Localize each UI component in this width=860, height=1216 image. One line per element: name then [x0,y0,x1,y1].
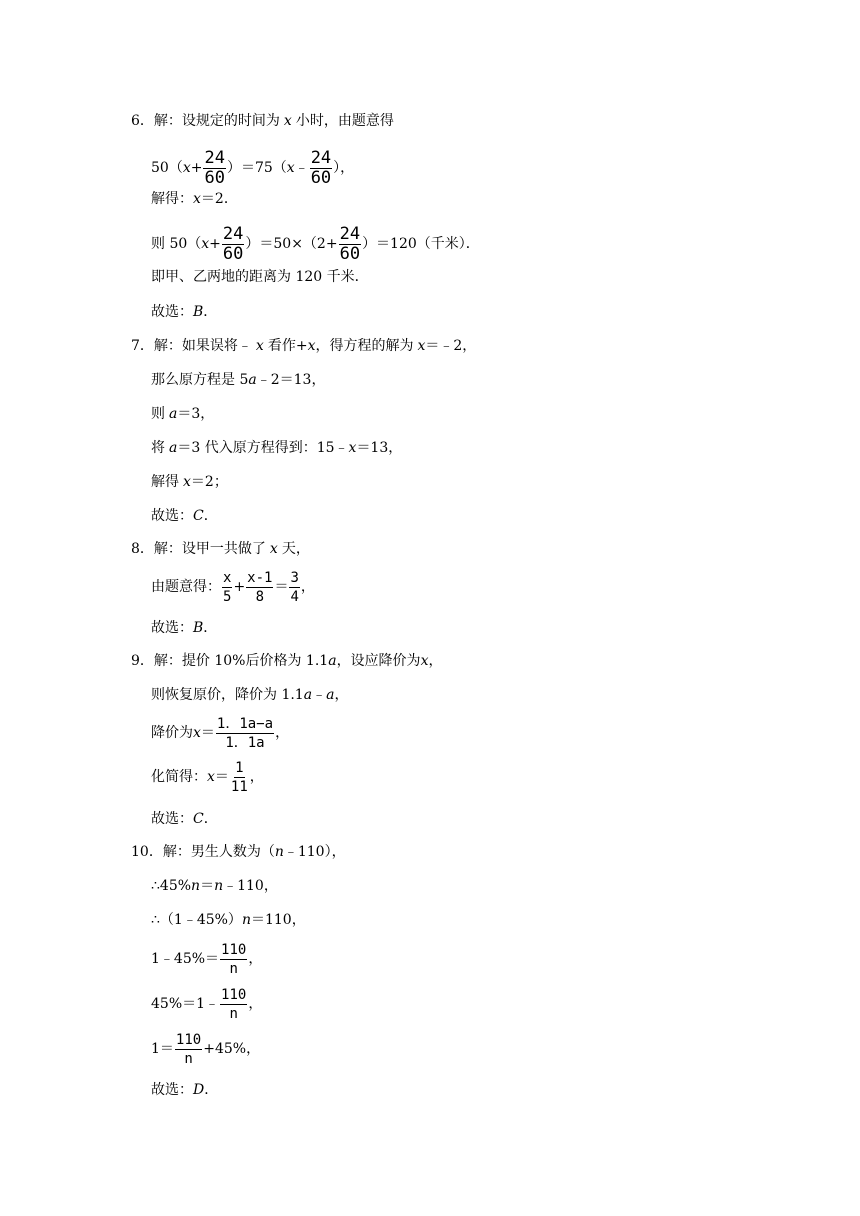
q9-restore-price: 则恢复原价，降价为 1.1 a ﹣ a ， [151,687,349,703]
fraction: $\frac{x-1}{8}$ [247,569,273,605]
fraction: $\frac{1.1a-a}{1.1a}$ [216,715,274,751]
q8-answer: 故选： B ． [151,620,218,636]
q6-calculation: 则 50（ x + $\frac{24}{60}$ ）＝50×（2+ $\frac{24}{60}$ ）＝120（千米）． [151,223,480,264]
q10-step-3: 1﹣45%＝ $\frac{110}{n}$ ， [151,941,263,977]
q9-heading: 9．解：提价 10%后价格为 1.1 a ，设应降价为 x ， [131,653,443,669]
fraction: $\frac{110}{n}$ [221,986,247,1022]
q6-answer: 故选： B ． [151,304,218,320]
fraction: $\frac{24}{60}$ [204,147,225,188]
fraction: $\frac{x}{5}$ [223,569,232,605]
q6-solution: 解得： x ＝2． [151,191,238,207]
q8-equation: 由题意得： $\frac{x}{5}$ + $\frac{x-1}{8}$ ＝ $\frac{3}{4}$ ， [151,569,315,605]
q7-heading: 7．解：如果误将﹣ x 看作+ x ，得方程的解为 x ＝﹣2， [131,338,477,354]
q7-answer: 故选： C ． [151,508,218,524]
q10-step-5: 1＝ $\frac{110}{n}$ +45%， [151,1031,261,1067]
q10-step-4: 45%＝1﹣ $\frac{110}{n}$ ， [151,986,263,1022]
fraction: $\frac{3}{4}$ [290,569,299,605]
q10-step-1: ∴45% n ＝ n ﹣110， [151,878,278,894]
q7-value-a: 则 a ＝3， [151,406,215,422]
fraction: $\frac{110}{n}$ [221,941,247,977]
q6-equation: 50（ x + $\frac{24}{60}$ ）＝75（ x ﹣ $\frac{24}{60}$ ）， [151,147,355,188]
q6-heading: 6．解：设规定的时间为 x 小时，由题意得 [131,113,394,129]
fraction: $\frac{1}{11}$ [230,759,248,795]
q9-answer: 故选： C ． [151,811,218,827]
fraction: $\frac{110}{n}$ [175,1031,202,1067]
q8-heading: 8．解：设甲一共做了 x 天， [131,541,310,557]
fraction: $\frac{24}{60}$ [222,223,244,264]
fraction: $\frac{24}{60}$ [339,223,361,264]
q6-conclusion: 即甲、乙两地的距离为 120 千米． [151,269,369,285]
fraction: $\frac{24}{60}$ [310,147,332,188]
q10-answer: 故选： D ． [151,1082,219,1098]
q10-step-2: ∴（1﹣45%） n ＝110， [151,912,306,928]
q9-reduction-formula: 降价为 x ＝ $\frac{1.1a-a}{1.1a}$ ， [151,715,290,751]
q7-original-equation: 那么原方程是 5 a ﹣2＝13， [151,372,326,388]
q10-heading: 10．解：男生人数为（ n ﹣110）， [131,844,346,860]
q9-simplified: 化简得： x ＝ $\frac{1}{11}$ ， [151,759,264,795]
q7-substitution: 将 a ＝3 代入原方程得到：15﹣ x ＝13， [151,440,403,456]
q7-solution: 解得 x ＝2； [151,474,228,490]
